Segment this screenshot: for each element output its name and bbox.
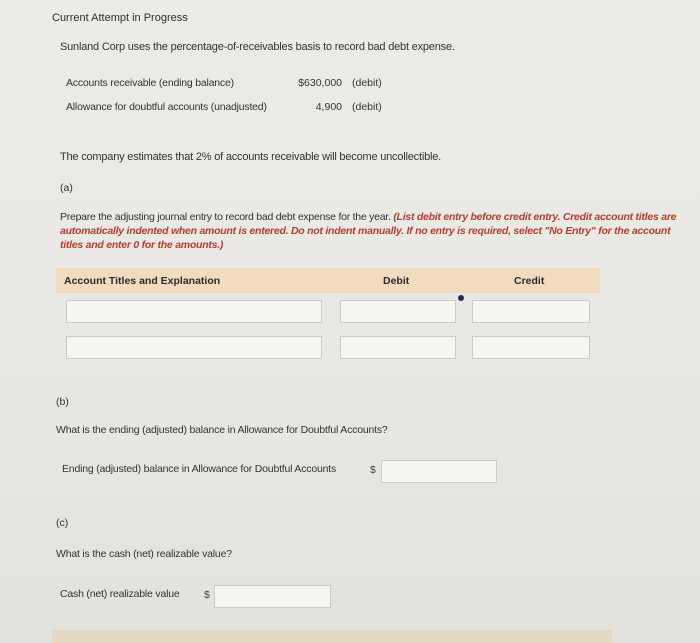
journal-row-1-debit-input[interactable] [340, 300, 456, 323]
part-c-field-label: Cash (net) realizable value [60, 588, 180, 600]
part-c-currency: $ [204, 589, 210, 601]
ending-allowance-input[interactable] [381, 460, 497, 483]
part-b-question: What is the ending (adjusted) balance in Allowance for Doubtful Accounts? [56, 424, 388, 436]
col-credit-header: Credit [514, 275, 545, 287]
balance-amount-allowance: 4,900 [315, 101, 342, 113]
cursor-marker [458, 295, 464, 301]
instruction-plain: Prepare the adjusting journal entry to record bad debt expense for the year. [60, 211, 394, 223]
col-debit-header: Debit [383, 275, 410, 287]
part-c-question: What is the cash (net) realizable value? [56, 548, 232, 560]
balance-side-allowance: (debit) [352, 101, 382, 113]
part-b-currency: $ [370, 464, 376, 476]
cash-realizable-input[interactable] [214, 585, 331, 608]
journal-row-2-credit-input[interactable] [472, 336, 590, 359]
balance-amount-ar: $630,000 [298, 77, 342, 89]
balance-label-allowance: Allowance for doubtful accounts (unadjusted) [66, 101, 267, 113]
journal-row-1-credit-input[interactable] [472, 300, 590, 323]
journal-row-1-account-input[interactable] [66, 300, 322, 323]
part-b-field-label: Ending (adjusted) balance in Allowance for Doubtful Accounts [62, 463, 337, 475]
instruction-note: (List debit entry before credit entry. Credit account titles are automatically indented when amount is entered. Do not indent manually. If no entry is required, select "No Entry" for the account titles and enter 0 for the amounts.) [60, 211, 677, 251]
journal-table-header [56, 268, 600, 293]
journal-row-2-debit-input[interactable] [340, 336, 456, 359]
col-account-header: Account Titles and Explanation [64, 275, 221, 287]
part-c-label: (c) [56, 517, 69, 529]
journal-row-2-account-input[interactable] [66, 336, 322, 359]
estimate-text: The company estimates that 2% of accounts receivable will become uncollectible. [60, 151, 442, 163]
part-a-label: (a) [60, 182, 73, 194]
part-a-instruction [60, 210, 678, 252]
part-b-label: (b) [56, 396, 69, 408]
balance-label-ar: Accounts receivable (ending balance) [66, 77, 234, 89]
attempt-label: Current Attempt in Progress [52, 12, 188, 24]
balance-side-ar: (debit) [352, 77, 382, 89]
next-section-strip [52, 630, 612, 643]
problem-intro: Sunland Corp uses the percentage-of-receivables basis to record bad debt expense. [60, 41, 455, 53]
